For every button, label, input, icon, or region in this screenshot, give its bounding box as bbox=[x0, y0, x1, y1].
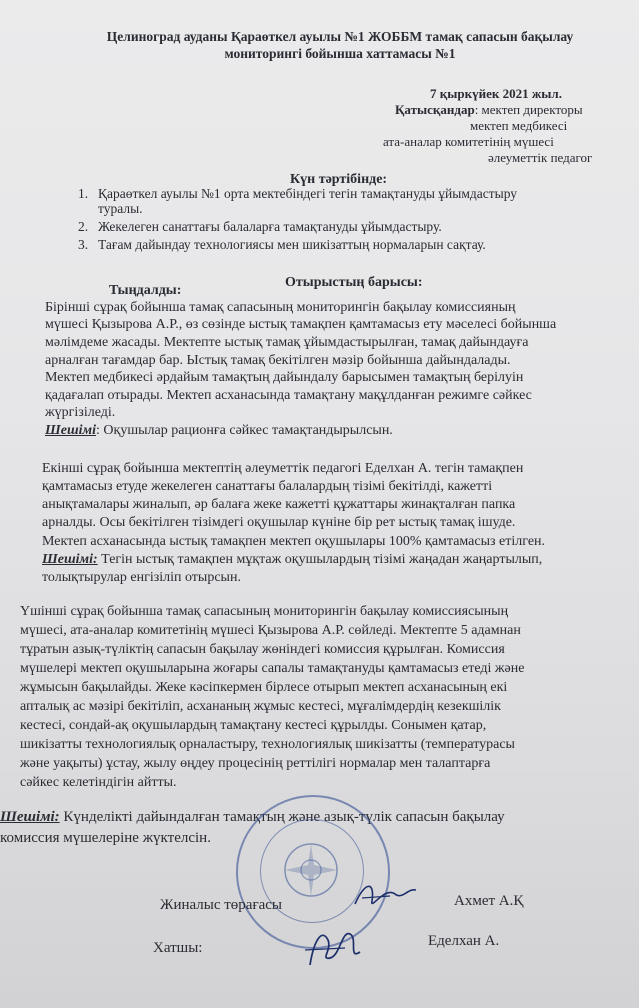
section3-line-7: кестесі, сондай-ақ оқушылардың тамақтану кестесі құрылды. Сонымен қатар, bbox=[20, 718, 487, 733]
section3-line-6: апталық ас мәзірі бекітіліп, асхананың жұмыс кестесі, мұғалімдердің кезекшілік bbox=[20, 699, 501, 714]
agenda-item-1-number: 1. bbox=[78, 186, 89, 201]
section2-line-5: Мектеп асханасында ыстық тамақпен мектеп оқушылары 100% қамтамасыз етілген. bbox=[42, 534, 546, 549]
participant-social-pedagogue: әлеуметтік педагог bbox=[488, 150, 593, 165]
section3-line-4: мүшелері мектеп оқушыларына жоғары сапалы тамақтануды қамтамасыз етеді және bbox=[20, 661, 525, 676]
section1-decision bbox=[45, 422, 393, 440]
section3-line-1: Үшінші сұрақ бойынша тамақ сапасының мониторингін бақылау комиссиясының bbox=[20, 604, 509, 619]
section2-line-3: анықтамалары жиналып, әр балаға жеке кажетті құжаттары жинақталған папка bbox=[42, 497, 516, 512]
agenda-item-3 bbox=[78, 237, 486, 252]
section2-decision-label: Шешімі: bbox=[42, 552, 98, 567]
section2-line-1: Екінші сұрақ бойынша мектептің әлеуметтік педагогі Еделхан А. тегін тамақпен bbox=[42, 461, 524, 476]
agenda-item-3-number: 3. bbox=[78, 237, 89, 252]
section3-line-2: мүшесі, ата-аналар комитетінің мүшесі Қызырова А.Р. сөйледі. Мектепте 5 адамнан bbox=[20, 623, 521, 638]
section1-line-3: мәлімдеме жасады. Мектепте ыстық тамақ ұйымдастырылған, тамақ дайындауға bbox=[45, 335, 529, 350]
participant-nurse: мектеп медбикесі bbox=[470, 118, 568, 133]
section1-line-4: арналған тағамдар бар. Ыстық тамақ бекітілген мәзір бойынша дайындалады. bbox=[45, 353, 511, 368]
chair-label: Жиналыс төрағасы bbox=[160, 897, 283, 913]
section3-decision-text-1: Күнделікті дайындалған тамақтың және азық-түлік сапасын бақылау bbox=[59, 809, 505, 825]
agenda-item-2 bbox=[78, 219, 442, 234]
secretary-signature-icon bbox=[300, 920, 370, 975]
participant-parent-committee: ата-аналар комитетінің мүшесі bbox=[383, 134, 554, 149]
secretary-label: Хатшы: bbox=[153, 940, 203, 956]
section3-line-3: тұратын азық-түліктің сапасын бақылау жөніндегі комиссия құрылған. Комиссия bbox=[20, 642, 505, 657]
section1-decision-label: Шешімі bbox=[45, 423, 97, 438]
agenda-item-1 bbox=[78, 186, 517, 201]
section3-line-9: және уақыты) ұстау, жылу өңдеу процесінің реттілігі нормалар мен талаптарға bbox=[20, 756, 491, 771]
section1-decision-text: : Оқушылар рационға сәйкес тамақтандырылсын. bbox=[96, 423, 393, 438]
section1-line-1: Бірінші сұрақ бойынша тамақ сапасының мониторингін бақылау комиссияның bbox=[45, 300, 516, 315]
participants-label: Қатысқандар bbox=[395, 102, 475, 117]
agenda-heading: Күн тәртібінде: bbox=[290, 172, 388, 187]
section1-line-5: Мектеп медбикесі әрдайым тамақтың дайындалу барысымен тамақтың берілуін bbox=[45, 370, 524, 385]
section1-line-2: мүшесі Қызырова А.Р., өз сөзінде ыстық тамақпен қамтамасыз ету мәселесі бойынша bbox=[45, 317, 557, 332]
agenda-item-1-cont: туралы. bbox=[98, 201, 143, 216]
section1-line-7: жүргізіледі. bbox=[45, 405, 116, 420]
document-date: 7 қыркүйек 2021 жыл. bbox=[430, 86, 562, 101]
section1-line-6: қадағалап отырады. Мектеп асханасында тамақтану мақұлданған режимге сәйкес bbox=[45, 388, 532, 403]
section3-line-8: шикізатты технологиялық орналастыру, технологиялық шикізатты (температурасы bbox=[20, 737, 515, 752]
section2-decision-line-1 bbox=[42, 551, 542, 569]
agenda-item-3-text: Тағам дайындау технологиясы мен шикізаттың нормаларын сақтау. bbox=[98, 237, 486, 252]
chair-name: Ахмет А.Қ bbox=[454, 893, 524, 909]
document-title-line1: Целиноград ауданы Қараөткел ауылы №1 ЖОББМ тамақ сапасын бақылау bbox=[106, 29, 574, 44]
section3-line-5: жұмысын бақылайды. Жеке кәсіпкермен бірлесе отырып мектеп асханасының екі bbox=[20, 680, 508, 695]
section3-decision-label: Шешімі: bbox=[0, 809, 60, 825]
section2-line-2: қамтамасыз етуде жекелеген санаттағы балалардың тізімі бекітілді, кажетті bbox=[42, 479, 493, 494]
agenda-item-2-text: Жекелеген санаттағы балаларға тамақтануды ұйымдастыру. bbox=[98, 219, 442, 234]
section2-decision-text-1: Тегін ыстық тамақпен мұқтаж оқушылардың тізімі жаңадан жаңартылып, bbox=[97, 552, 543, 567]
section2-decision-line-2: толықтырулар енгізіліп отырсын. bbox=[42, 570, 241, 585]
secretary-name: Еделхан А. bbox=[428, 933, 500, 949]
document-title-line2: мониторингі бойынша хаттамасы №1 bbox=[224, 46, 456, 61]
agenda-item-2-number: 2. bbox=[78, 219, 89, 234]
participants-line1 bbox=[395, 102, 583, 118]
participant-director: : мектеп директоры bbox=[474, 102, 583, 117]
agenda-item-1-text: Қараөткел ауылы №1 орта мектебіндегі тегін тамақтануды ұйымдастыру bbox=[98, 186, 518, 201]
proceedings-heading: Отырыстың барысы: bbox=[285, 275, 423, 290]
section2-line-4: арналды. Осы бекітілген тізімдегі оқушылар күніне бір рет ыстық тамақ ішуде. bbox=[42, 515, 516, 530]
chair-signature-icon bbox=[350, 876, 420, 916]
section3-decision-line-2: комиссия мүшелеріне жүктелсін. bbox=[0, 830, 211, 846]
listened-label: Тыңдалды: bbox=[109, 283, 182, 298]
section3-line-10: сәйкес келетіндігін айтты. bbox=[20, 775, 177, 790]
